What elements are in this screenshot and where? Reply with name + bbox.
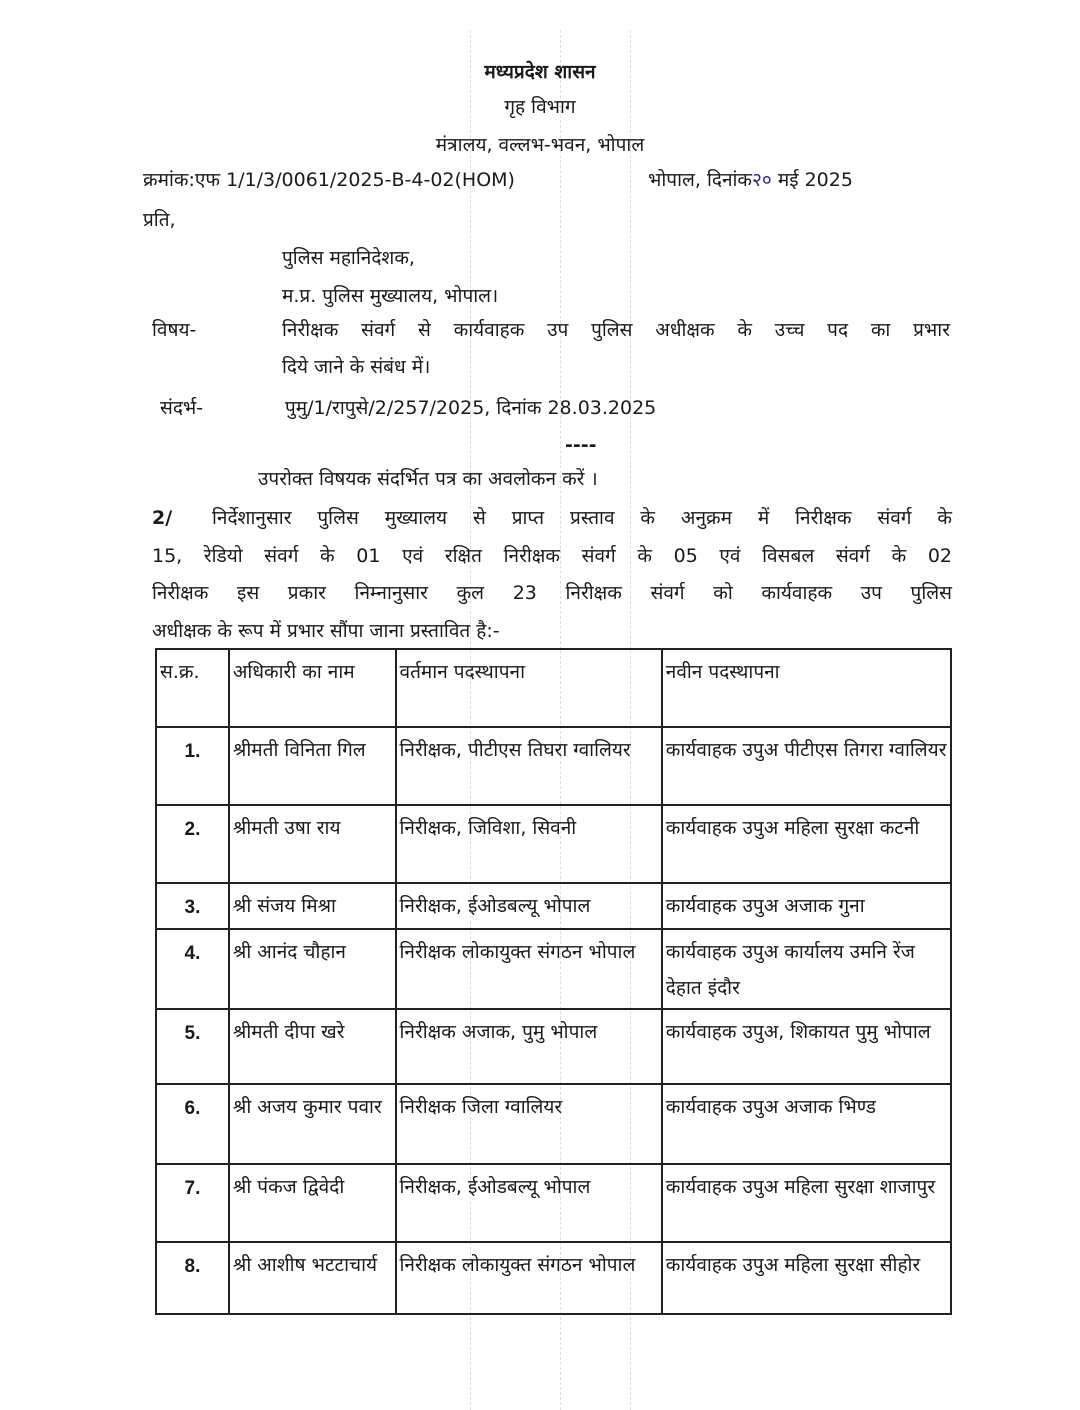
separator: ---- bbox=[565, 434, 597, 456]
para2-line3: निरीक्षक इस प्रकार निम्नानुसार कुल 23 निरीक्षक संवर्ग को कार्यवाहक उप पुलिस bbox=[152, 582, 952, 604]
current-posting-cell: निरीक्षक, पीटीएस तिघरा ग्वालियर bbox=[396, 727, 662, 805]
table-row bbox=[156, 1009, 951, 1084]
current-posting-cell: निरीक्षक, जिविशा, सिवनी bbox=[396, 805, 662, 883]
serial-cell: 5. bbox=[156, 1009, 229, 1084]
officer-name-cell: श्री आशीष भटटाचार्य bbox=[229, 1242, 396, 1314]
subject-line2: दिये जाने के संबंध में। bbox=[282, 356, 431, 378]
current-posting-cell: निरीक्षक, ईओडबल्यू भोपाल bbox=[396, 883, 662, 929]
government-title: मध्यप्रदेश शासन bbox=[484, 61, 596, 83]
table-row bbox=[156, 1242, 951, 1314]
body-para1: उपरोक्त विषयक संदर्भित पत्र का अवलोकन करें । bbox=[258, 468, 598, 490]
letter-number: क्रमांक:एफ 1/1/3/0061/2025-B-4-02(HOM) bbox=[143, 169, 515, 191]
subject-label: विषय- bbox=[152, 319, 197, 341]
officer-name-cell: श्रीमती उषा राय bbox=[229, 805, 396, 883]
new-posting-cell: कार्यवाहक उपुअ अजाक गुना bbox=[662, 883, 951, 929]
reference-text: पुमु/1/रापुसे/2/257/2025, दिनांक 28.03.2025 bbox=[285, 397, 657, 419]
current-posting-cell: निरीक्षक लोकायुक्त संगठन भोपाल bbox=[396, 929, 662, 1009]
table-row bbox=[156, 1164, 951, 1242]
current-posting-cell: निरीक्षक जिला ग्वालियर bbox=[396, 1084, 662, 1164]
current-posting-cell: निरीक्षक, ईओडबल्यू भोपाल bbox=[396, 1164, 662, 1242]
serial-cell: 2. bbox=[156, 805, 229, 883]
new-posting-cell: कार्यवाहक उपुअ महिला सुरक्षा शाजापुर bbox=[662, 1164, 951, 1242]
officer-name-cell: श्री संजय मिश्रा bbox=[229, 883, 396, 929]
new-posting-cell: कार्यवाहक उपुअ पीटीएस तिगरा ग्वालियर bbox=[662, 727, 951, 805]
place-date-prefix: भोपाल, दिनांक bbox=[648, 169, 753, 191]
table-row bbox=[156, 805, 951, 883]
header-serial: स.क्र. bbox=[156, 649, 229, 727]
serial-cell: 6. bbox=[156, 1084, 229, 1164]
date-month-year: मई 2025 bbox=[777, 169, 853, 191]
para2-line2: 15, रेडियो संवर्ग के 01 एवं रक्षित निरीक्षक संवर्ग के 05 एवं विसबल संवर्ग के 02 bbox=[152, 545, 952, 567]
para2-line1: निर्देशानुसार पुलिस मुख्यालय से प्राप्त प्रस्ताव के अनुक्रम में निरीक्षक संवर्ग के bbox=[212, 507, 952, 529]
serial-cell: 7. bbox=[156, 1164, 229, 1242]
officer-name-cell: श्री अजय कुमार पवार bbox=[229, 1084, 396, 1164]
serial-cell: 1. bbox=[156, 727, 229, 805]
officer-name-cell: श्री पंकज द्विवेदी bbox=[229, 1164, 396, 1242]
header-officer-name: अधिकारी का नाम bbox=[229, 649, 396, 727]
date-day: २० bbox=[752, 169, 772, 191]
header-new-posting: नवीन पदस्थापना bbox=[662, 649, 951, 727]
table-row bbox=[156, 1084, 951, 1164]
table-row bbox=[156, 727, 951, 805]
current-posting-cell: निरीक्षक अजाक, पुमु भोपाल bbox=[396, 1009, 662, 1084]
table-row bbox=[156, 929, 951, 1009]
para2-number: 2/ bbox=[152, 507, 173, 529]
letter-date bbox=[648, 167, 853, 193]
officer-name-cell: श्रीमती दीपा खरे bbox=[229, 1009, 396, 1084]
reference-label: संदर्भ- bbox=[160, 397, 204, 419]
recipient-line2: म.प्र. पुलिस मुख्यालय, भोपाल। bbox=[282, 285, 499, 307]
new-posting-cell: कार्यवाहक उपुअ, शिकायत पुमु भोपाल bbox=[662, 1009, 951, 1084]
subject-line1: निरीक्षक संवर्ग से कार्यवाहक उप पुलिस अधीक्षक के उच्च पद का प्रभार bbox=[282, 319, 950, 341]
officer-name-cell: श्रीमती विनिता गिल bbox=[229, 727, 396, 805]
officer-name-cell: श्री आनंद चौहान bbox=[229, 929, 396, 1009]
posting-table bbox=[155, 648, 952, 1315]
to-label: प्रति, bbox=[143, 209, 176, 231]
new-posting-cell: कार्यवाहक उपुअ कार्यालय उमनि रेंज देहात इंदौर bbox=[662, 929, 951, 1009]
serial-cell: 8. bbox=[156, 1242, 229, 1314]
new-posting-cell: कार्यवाहक उपुअ अजाक भिण्ड bbox=[662, 1084, 951, 1164]
current-posting-cell: निरीक्षक लोकायुक्त संगठन भोपाल bbox=[396, 1242, 662, 1314]
recipient-line1: पुलिस महानिदेशक, bbox=[282, 247, 415, 269]
office-address: मंत्रालय, वल्लभ-भवन, भोपाल bbox=[435, 134, 645, 156]
table-row bbox=[156, 883, 951, 929]
new-posting-cell: कार्यवाहक उपुअ महिला सुरक्षा कटनी bbox=[662, 805, 951, 883]
new-posting-cell: कार्यवाहक उपुअ महिला सुरक्षा सीहोर bbox=[662, 1242, 951, 1314]
department-title: गृह विभाग bbox=[504, 96, 576, 118]
table-header-row bbox=[156, 649, 951, 727]
serial-cell: 4. bbox=[156, 929, 229, 1009]
serial-cell: 3. bbox=[156, 883, 229, 929]
header-current-posting: वर्तमान पदस्थापना bbox=[396, 649, 662, 727]
para2-line4: अधीक्षक के रूप में प्रभार सौंपा जाना प्रस्तावित है:- bbox=[152, 620, 500, 642]
